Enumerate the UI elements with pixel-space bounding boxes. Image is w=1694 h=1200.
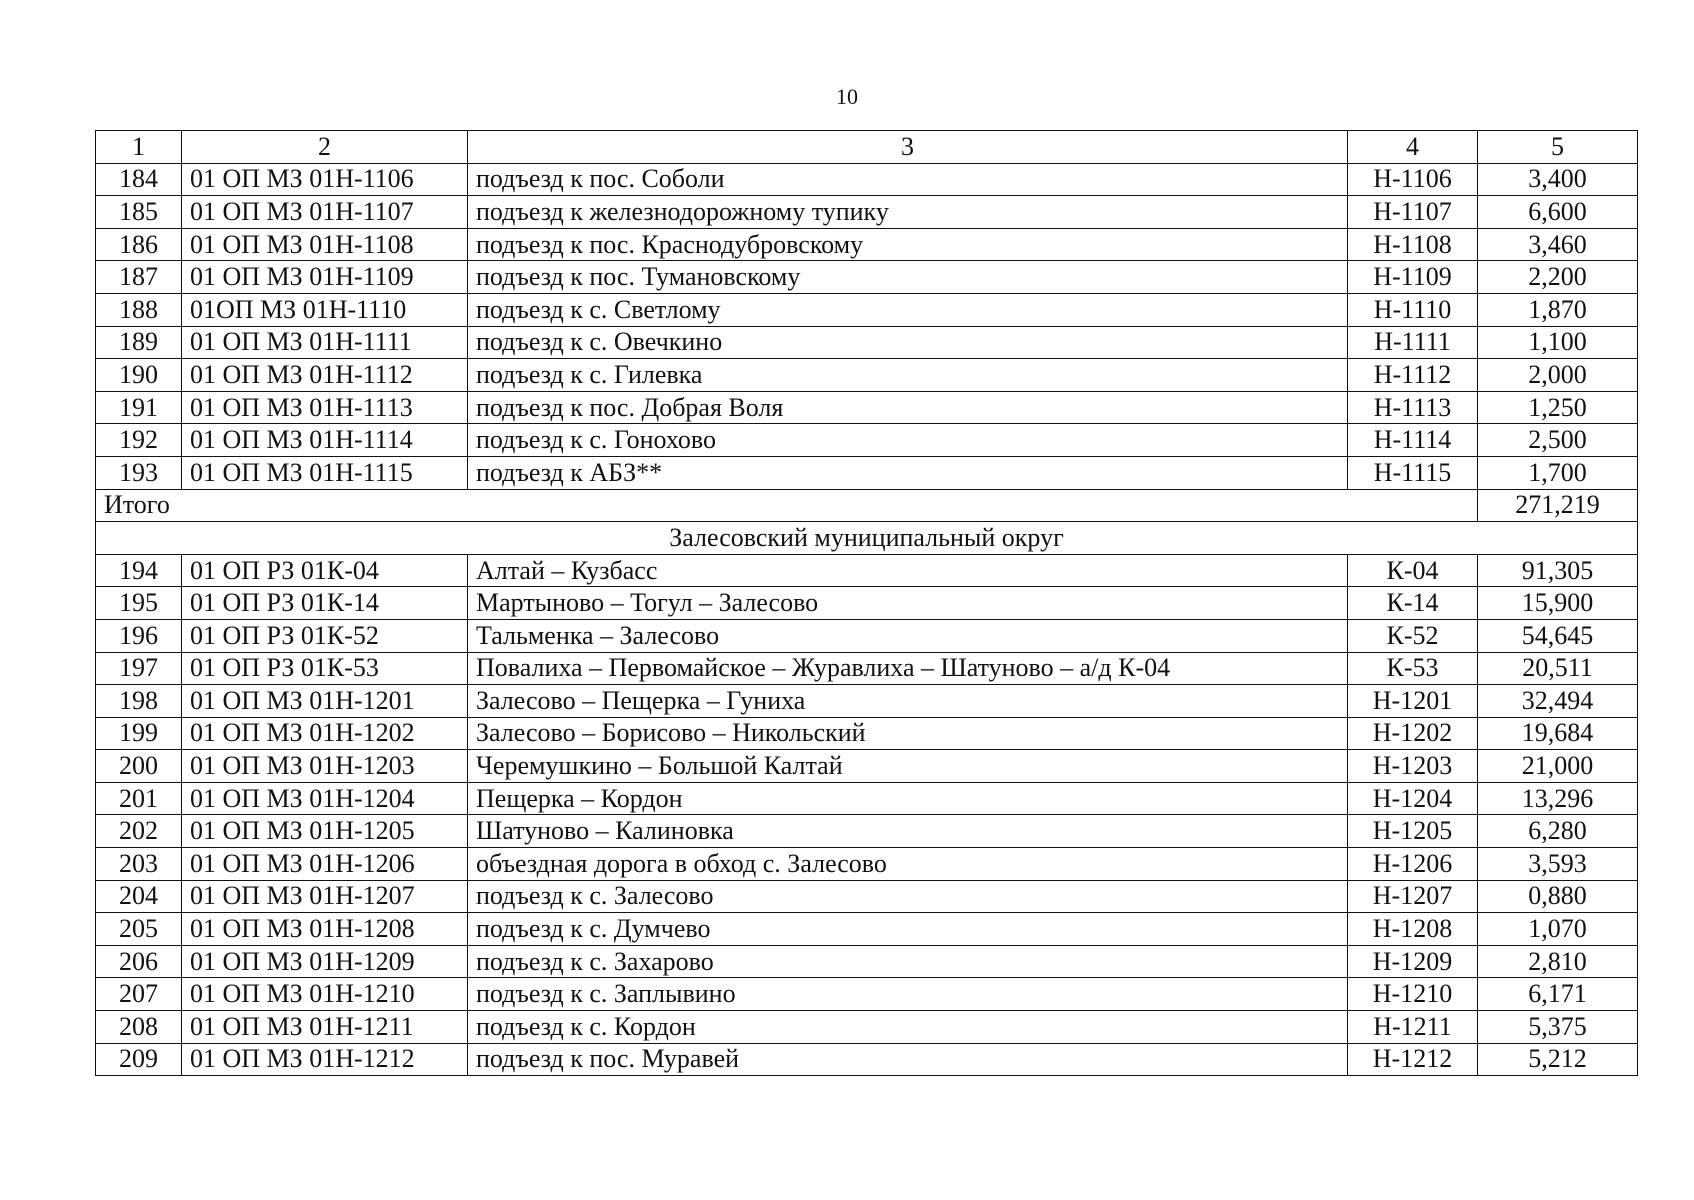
- road-name: подъезд к с. Залесово: [468, 880, 1348, 913]
- total-value: 271,219: [1478, 489, 1638, 522]
- table-row: [96, 196, 1638, 229]
- road-index: Н-1108: [1348, 228, 1478, 261]
- road-name: Залесово – Борисово – Никольский: [468, 717, 1348, 750]
- row-number: 192: [96, 424, 182, 457]
- table-row: [96, 163, 1638, 196]
- road-name: Повалиха – Первомайское – Журавлиха – Шатуново – а/д К-04: [468, 652, 1348, 685]
- road-name: объездная дорога в обход с. Залесово: [468, 848, 1348, 881]
- road-code: 01 ОП МЗ 01Н-1115: [182, 456, 468, 489]
- road-index: Н-1110: [1348, 293, 1478, 326]
- road-code: 01 ОП МЗ 01Н-1114: [182, 424, 468, 457]
- road-index: Н-1113: [1348, 391, 1478, 424]
- road-name: подъезд к с. Овечкино: [468, 326, 1348, 359]
- road-index: Н-1109: [1348, 261, 1478, 294]
- table-row: [96, 685, 1638, 718]
- section-row: [96, 522, 1638, 555]
- table-row: [96, 326, 1638, 359]
- road-name: подъезд к железнодорожному тупику: [468, 196, 1348, 229]
- row-number: 191: [96, 391, 182, 424]
- road-index: Н-1208: [1348, 913, 1478, 946]
- road-name: подъезд к с. Гонохово: [468, 424, 1348, 457]
- header-col-2: 2: [182, 131, 468, 164]
- road-index: Н-1211: [1348, 1011, 1478, 1044]
- road-name: подъезд к с. Гилевка: [468, 359, 1348, 392]
- row-number: 189: [96, 326, 182, 359]
- road-length: 2,500: [1478, 424, 1638, 457]
- road-name: подъезд к пос. Добрая Воля: [468, 391, 1348, 424]
- road-code: 01 ОП МЗ 01Н-1209: [182, 945, 468, 978]
- road-code: 01 ОП МЗ 01Н-1113: [182, 391, 468, 424]
- road-index: К-14: [1348, 587, 1478, 620]
- row-number: 206: [96, 945, 182, 978]
- table-row: [96, 228, 1638, 261]
- row-number: 186: [96, 228, 182, 261]
- road-name: подъезд к пос. Муравей: [468, 1043, 1348, 1076]
- road-length: 1,870: [1478, 293, 1638, 326]
- road-code: 01 ОП МЗ 01Н-1210: [182, 978, 468, 1011]
- road-length: 20,511: [1478, 652, 1638, 685]
- road-length: 6,600: [1478, 196, 1638, 229]
- road-code: 01 ОП МЗ 01Н-1111: [182, 326, 468, 359]
- table-row: [96, 880, 1638, 913]
- road-index: Н-1115: [1348, 456, 1478, 489]
- road-index: Н-1114: [1348, 424, 1478, 457]
- road-code: 01 ОП МЗ 01Н-1112: [182, 359, 468, 392]
- row-number: 185: [96, 196, 182, 229]
- table-row: [96, 554, 1638, 587]
- road-code: 01 ОП МЗ 01Н-1211: [182, 1011, 468, 1044]
- total-row: [96, 489, 1638, 522]
- road-length: 0,880: [1478, 880, 1638, 913]
- road-index: Н-1212: [1348, 1043, 1478, 1076]
- road-name: подъезд к с. Кордон: [468, 1011, 1348, 1044]
- road-index: Н-1203: [1348, 750, 1478, 783]
- road-length: 91,305: [1478, 554, 1638, 587]
- row-number: 187: [96, 261, 182, 294]
- road-code: 01 ОП МЗ 01Н-1108: [182, 228, 468, 261]
- road-length: 1,250: [1478, 391, 1638, 424]
- road-length: 1,070: [1478, 913, 1638, 946]
- road-length: 3,400: [1478, 163, 1638, 196]
- road-code: 01 ОП МЗ 01Н-1203: [182, 750, 468, 783]
- road-length: 13,296: [1478, 782, 1638, 815]
- table-row: [96, 945, 1638, 978]
- road-code: 01 ОП МЗ 01Н-1207: [182, 880, 468, 913]
- table-row: [96, 750, 1638, 783]
- road-name: Тальменка – Залесово: [468, 619, 1348, 652]
- table-body-part-1: [96, 163, 1638, 489]
- road-length: 21,000: [1478, 750, 1638, 783]
- table-body-part-2: [96, 554, 1638, 1076]
- table-row: [96, 717, 1638, 750]
- road-code: 01 ОП МЗ 01Н-1205: [182, 815, 468, 848]
- road-code: 01 ОП МЗ 01Н-1201: [182, 685, 468, 718]
- road-length: 15,900: [1478, 587, 1638, 620]
- table-row: [96, 359, 1638, 392]
- road-length: 32,494: [1478, 685, 1638, 718]
- road-code: 01 ОП МЗ 01Н-1204: [182, 782, 468, 815]
- road-length: 3,460: [1478, 228, 1638, 261]
- header-col-3: 3: [468, 131, 1348, 164]
- road-code: 01 ОП МЗ 01Н-1208: [182, 913, 468, 946]
- road-code: 01 ОП РЗ 01К-53: [182, 652, 468, 685]
- road-name: подъезд к пос. Краснодубровскому: [468, 228, 1348, 261]
- road-code: 01 ОП МЗ 01Н-1107: [182, 196, 468, 229]
- road-index: К-04: [1348, 554, 1478, 587]
- road-name: Мартыново – Тогул – Залесово: [468, 587, 1348, 620]
- header-col-5: 5: [1478, 131, 1638, 164]
- header-col-1: 1: [96, 131, 182, 164]
- road-length: 2,200: [1478, 261, 1638, 294]
- row-number: 198: [96, 685, 182, 718]
- table-row: [96, 424, 1638, 457]
- table-row: [96, 456, 1638, 489]
- road-length: 6,171: [1478, 978, 1638, 1011]
- road-code: 01ОП МЗ 01Н-1110: [182, 293, 468, 326]
- roads-table: [95, 130, 1638, 1076]
- row-number: 193: [96, 456, 182, 489]
- road-length: 5,212: [1478, 1043, 1638, 1076]
- road-index: Н-1210: [1348, 978, 1478, 1011]
- road-code: 01 ОП РЗ 01К-14: [182, 587, 468, 620]
- road-length: 3,593: [1478, 848, 1638, 881]
- road-length: 19,684: [1478, 717, 1638, 750]
- road-code: 01 ОП РЗ 01К-04: [182, 554, 468, 587]
- table-summary: [96, 489, 1638, 554]
- road-index: Н-1209: [1348, 945, 1478, 978]
- road-name: подъезд к пос. Тумановскому: [468, 261, 1348, 294]
- road-length: 5,375: [1478, 1011, 1638, 1044]
- row-number: 205: [96, 913, 182, 946]
- table-row: [96, 1043, 1638, 1076]
- row-number: 202: [96, 815, 182, 848]
- road-name: подъезд к с. Светлому: [468, 293, 1348, 326]
- table-row: [96, 619, 1638, 652]
- road-length: 1,700: [1478, 456, 1638, 489]
- row-number: 203: [96, 848, 182, 881]
- road-code: 01 ОП МЗ 01Н-1206: [182, 848, 468, 881]
- table-row: [96, 1011, 1638, 1044]
- table-row: [96, 391, 1638, 424]
- road-name: Пещерка – Кордон: [468, 782, 1348, 815]
- road-name: подъезд к с. Захарово: [468, 945, 1348, 978]
- road-name: подъезд к АБЗ**: [468, 456, 1348, 489]
- road-index: Н-1111: [1348, 326, 1478, 359]
- road-index: Н-1201: [1348, 685, 1478, 718]
- road-name: подъезд к с. Заплывино: [468, 978, 1348, 1011]
- table-row: [96, 815, 1638, 848]
- road-index: Н-1106: [1348, 163, 1478, 196]
- table-row: [96, 261, 1638, 294]
- header-row: [96, 131, 1638, 164]
- road-index: К-53: [1348, 652, 1478, 685]
- road-code: 01 ОП МЗ 01Н-1109: [182, 261, 468, 294]
- road-index: Н-1112: [1348, 359, 1478, 392]
- header-col-4: 4: [1348, 131, 1478, 164]
- road-index: Н-1204: [1348, 782, 1478, 815]
- road-length: 1,100: [1478, 326, 1638, 359]
- road-name: Алтай – Кузбасс: [468, 554, 1348, 587]
- table-header: [96, 131, 1638, 164]
- row-number: 190: [96, 359, 182, 392]
- row-number: 204: [96, 880, 182, 913]
- road-index: Н-1206: [1348, 848, 1478, 881]
- page-number: 10: [836, 84, 858, 109]
- section-title: Залесовский муниципальный округ: [96, 522, 1638, 555]
- row-number: 199: [96, 717, 182, 750]
- road-name: Черемушкино – Большой Калтай: [468, 750, 1348, 783]
- row-number: 196: [96, 619, 182, 652]
- road-index: Н-1207: [1348, 880, 1478, 913]
- road-name: подъезд к с. Думчево: [468, 913, 1348, 946]
- road-name: подъезд к пос. Соболи: [468, 163, 1348, 196]
- table-row: [96, 587, 1638, 620]
- road-code: 01 ОП РЗ 01К-52: [182, 619, 468, 652]
- road-code: 01 ОП МЗ 01Н-1212: [182, 1043, 468, 1076]
- road-code: 01 ОП МЗ 01Н-1106: [182, 163, 468, 196]
- row-number: 209: [96, 1043, 182, 1076]
- row-number: 195: [96, 587, 182, 620]
- road-length: 54,645: [1478, 619, 1638, 652]
- road-index: Н-1205: [1348, 815, 1478, 848]
- table-row: [96, 978, 1638, 1011]
- row-number: 197: [96, 652, 182, 685]
- road-index: Н-1107: [1348, 196, 1478, 229]
- row-number: 188: [96, 293, 182, 326]
- road-name: Залесово – Пещерка – Гуниха: [468, 685, 1348, 718]
- table-row: [96, 848, 1638, 881]
- road-index: К-52: [1348, 619, 1478, 652]
- road-length: 2,000: [1478, 359, 1638, 392]
- row-number: 207: [96, 978, 182, 1011]
- table-row: [96, 293, 1638, 326]
- table-row: [96, 782, 1638, 815]
- row-number: 200: [96, 750, 182, 783]
- table-row: [96, 913, 1638, 946]
- road-length: 2,810: [1478, 945, 1638, 978]
- row-number: 208: [96, 1011, 182, 1044]
- road-name: Шатуново – Калиновка: [468, 815, 1348, 848]
- row-number: 184: [96, 163, 182, 196]
- row-number: 194: [96, 554, 182, 587]
- road-index: Н-1202: [1348, 717, 1478, 750]
- road-code: 01 ОП МЗ 01Н-1202: [182, 717, 468, 750]
- total-label: Итого: [96, 489, 1478, 522]
- row-number: 201: [96, 782, 182, 815]
- table-row: [96, 652, 1638, 685]
- road-length: 6,280: [1478, 815, 1638, 848]
